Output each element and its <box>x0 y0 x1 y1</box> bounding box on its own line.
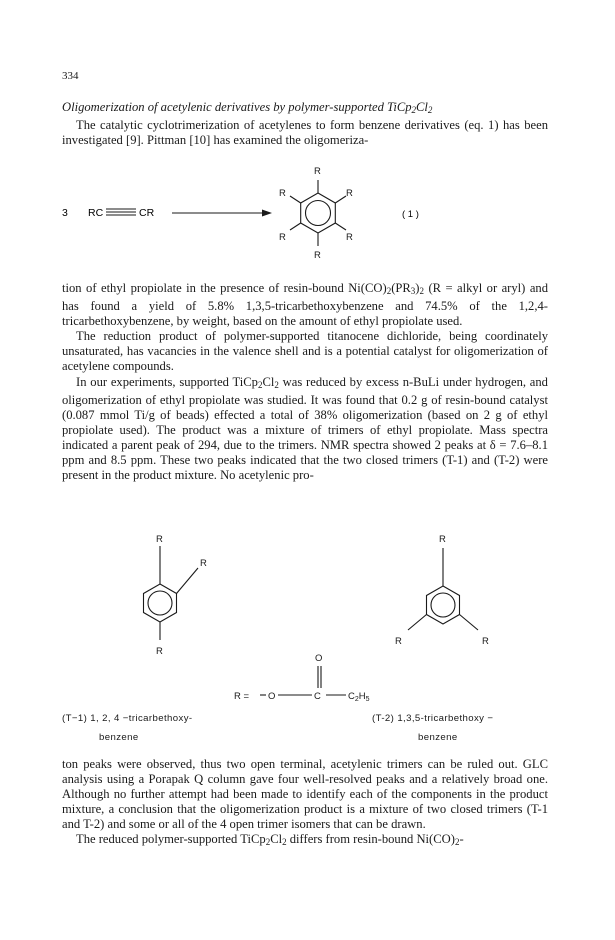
r-def-label: R = <box>234 691 250 702</box>
page-number: 334 <box>62 70 79 82</box>
paragraph-3: The reduction product of polymer-supported titanocene dichloride, being coordinately unsaturated, has vacancies in the valence shell and is a potential catalyst for oligomerization of acetylene compounds. <box>62 329 548 374</box>
paragraph-6-a: The reduced polymer-supported TiCp <box>76 832 266 847</box>
bottom-text-block <box>62 757 548 851</box>
substituent-r: R <box>314 250 321 261</box>
t1-substituent-r-2: R <box>200 558 207 569</box>
t2-substituent-r-3: R <box>395 636 402 647</box>
caption-t2-line-2: benzene <box>418 732 458 743</box>
t1-substituent-r-4: R <box>156 646 163 657</box>
paragraph-4 <box>62 375 548 484</box>
substituent-r: R <box>346 188 353 199</box>
paragraph-2-a: tion of ethyl propiolate in the presence of resin-bound Ni(CO) <box>62 281 387 295</box>
paragraph-4-c: was reduced by excess n-BuLi under hydrogen, and oligomerization of ethyl propiolate was studied. It was found that 0.2 g of resin-bound catalyst (0.087 mmol Ti/g of beads) effected a total of 38% oligomerization (based on 2 g of ethyl propiolate used). The product was a mixture of trimers of ethyl propiolate. Mass spectra indicated a parent peak of 294, due to the trimers. NMR spectra showed 2 peaks at δ = 7.6–8.1 ppm and 8.5 ppm. These two peaks indicated that the two closed trimers (T-1) and (T-2) were present in the product mixture. No acetylenic pro- <box>62 374 548 483</box>
equation-reactant: RC <box>88 207 104 219</box>
section-heading <box>62 100 548 118</box>
substituent-r: R <box>346 232 353 243</box>
substituent-r: R <box>279 188 286 199</box>
r-group-definition <box>234 653 370 703</box>
r-def-carbonyl-oxygen: O <box>315 653 323 664</box>
paragraph-2-d: (R = alkyl or aryl) and has found a yield of 5.8% 1,3,5-tricarbethoxybenzene and 74.5% of the 1,2,4-tricarbethoxybenzene, by weight, based on the amount of ethyl propiolate used. <box>62 281 548 329</box>
equation-1-figure <box>0 158 615 278</box>
caption-t1-line-2: benzene <box>99 732 139 743</box>
benzene-ring-product <box>290 180 346 246</box>
paragraph-1: The catalytic cyclotrimerization of acetylenes to form benzene derivatives (eq. 1) has been investigated [9]. Pittman [10] has examined the oligomeriza- <box>62 118 548 148</box>
reaction-arrow <box>172 210 272 217</box>
t2-substituent-r-5: R <box>482 636 489 647</box>
paragraph-6-c: differs from resin-bound Ni(CO) <box>286 832 455 847</box>
t2-substituent-r-1: R <box>439 534 446 545</box>
benzene-ring-t1 <box>144 546 199 640</box>
caption-t1-line-1: (T−1) 1, 2, 4 −tricarbethoxy- <box>62 713 193 724</box>
paragraph-4-sub-1: 2 <box>257 379 263 390</box>
substituent-r: R <box>279 232 286 243</box>
paragraph-6 <box>62 832 548 850</box>
top-text-block <box>62 100 548 148</box>
r-def-oxygen: O <box>268 691 276 702</box>
t1-substituent-r-1: R <box>156 534 163 545</box>
paragraph-2-b: (PR <box>391 281 411 295</box>
paragraph-2-c: ) <box>415 281 420 295</box>
substituent-r: R <box>314 166 321 177</box>
paragraph-4-a: In our experiments, supported TiCp <box>76 374 258 389</box>
r-def-ethyl: $C_2H_5$ <box>348 691 370 703</box>
paragraph-2 <box>62 281 548 329</box>
equation-coefficient: 3 <box>62 207 68 219</box>
section-heading-sub-1: 2 <box>411 105 417 115</box>
paragraph-6-d: - <box>459 832 464 847</box>
caption-t2-line-1: (T-2) 1,3,5-tricarbethoxy − <box>372 713 494 724</box>
section-heading-sub-2: 2 <box>427 105 433 115</box>
paragraph-5: ton peaks were observed, thus two open terminal, acetylenic trimers can be ruled out. GLC analysis using a Porapak Q column gave four well-resolved peaks and a relatively broad one. Although no further attempt had been made to identify each of the components in the product mixture, a conclusion that the oligomerization product is a mixture of two closed trimers (T-1 and T-2) and some or all of the 4 open trimer isomers that can be drawn. <box>62 757 548 832</box>
triple-bond <box>106 209 136 215</box>
paragraph-6-b: Cl <box>270 832 283 847</box>
paragraph-2-sub-2: 3 <box>410 286 416 296</box>
paragraph-6-sub-3: 2 <box>454 837 460 848</box>
benzene-ring-t2 <box>408 548 478 630</box>
section-heading-cl: Cl <box>416 100 428 114</box>
paragraph-2-sub-1: 2 <box>386 286 392 296</box>
paragraph-6-sub-1: 2 <box>265 837 271 848</box>
paragraph-4-sub-2: 2 <box>274 379 279 390</box>
equation-reactant-end: CR <box>139 207 155 219</box>
equation-number: ( 1 ) <box>402 209 419 220</box>
middle-text-block <box>62 281 548 483</box>
r-def-carbon: C <box>314 691 321 702</box>
paragraph-6-sub-2: 2 <box>282 837 287 848</box>
paragraph-2-sub-3: 2 <box>419 286 424 296</box>
paragraph-4-b: Cl <box>262 374 275 389</box>
section-heading-text: Oligomerization of acetylenic derivatives by polymer-supported TiCp <box>62 100 412 114</box>
